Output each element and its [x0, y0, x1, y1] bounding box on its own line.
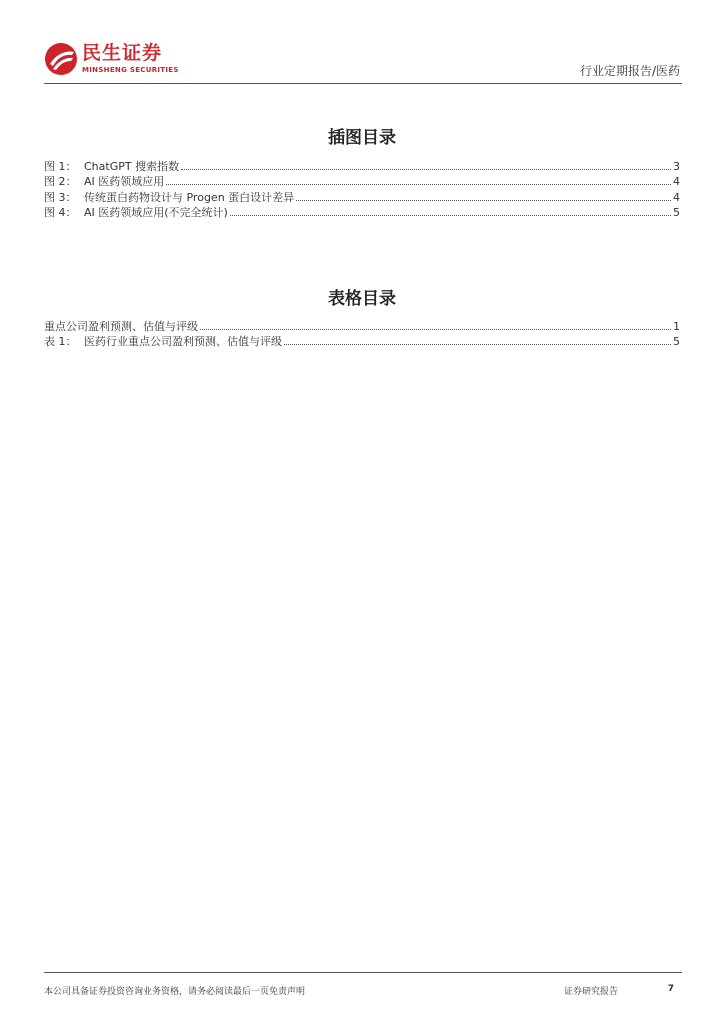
- dot-leader: [200, 328, 671, 330]
- toc-entry[interactable]: [44, 159, 680, 174]
- entry-label: ChatGPT 搜索指数: [84, 160, 180, 173]
- logo-english-name: MINSHENG SECURITIES: [82, 66, 179, 74]
- toc-entry[interactable]: [44, 174, 680, 189]
- footer-divider: [44, 972, 682, 973]
- toc-entry[interactable]: [44, 319, 680, 334]
- dot-leader: [230, 214, 671, 216]
- figure-number: 图 2：: [44, 175, 77, 189]
- dot-leader: [284, 343, 671, 345]
- table-toc-title: 表格目录: [328, 289, 396, 309]
- figure-toc-title: 插图目录: [328, 128, 396, 148]
- logo-emblem-icon: [44, 42, 78, 76]
- logo-chinese-name: 民生证券: [82, 42, 163, 64]
- entry-label: 医药行业重点公司盈利预测、估值与评级: [84, 335, 282, 349]
- table-number: 表 1：: [44, 335, 77, 349]
- table-toc-list: [44, 319, 680, 350]
- page-number: 7: [667, 984, 674, 994]
- figure-toc-list: [44, 159, 680, 220]
- entry-label: 传统蛋白药物设计与 Progen 蛋白设计差异: [84, 190, 295, 204]
- dot-leader: [166, 183, 671, 185]
- dot-leader: [181, 168, 671, 170]
- figure-number: 图 1：: [44, 160, 77, 173]
- company-logo: [44, 40, 224, 80]
- report-category: 证券研究报告: [564, 987, 619, 997]
- toc-entry[interactable]: [44, 205, 680, 220]
- page-ref: 3: [673, 160, 680, 173]
- entry-label: AI 医药领域应用(不完全统计): [84, 205, 228, 219]
- toc-entry[interactable]: [44, 334, 680, 349]
- toc-entry[interactable]: [44, 190, 680, 205]
- page-ref: 1: [673, 320, 680, 333]
- page-ref: 4: [673, 190, 680, 204]
- figure-number: 图 3：: [44, 190, 77, 204]
- entry-label: 重点公司盈利预测、估值与评级: [44, 320, 198, 333]
- dot-leader: [296, 199, 671, 201]
- page-ref: 4: [673, 175, 680, 189]
- header-divider: [44, 83, 682, 84]
- disclaimer-text: 本公司具备证券投资咨询业务资格，请务必阅读最后一页免责声明: [44, 987, 306, 997]
- page-header: [44, 40, 682, 84]
- report-type: 行业定期报告/医药: [579, 64, 680, 78]
- page-ref: 5: [673, 205, 680, 219]
- page-ref: 5: [673, 335, 680, 349]
- figure-number: 图 4：: [44, 205, 77, 219]
- entry-label: AI 医药领域应用: [84, 175, 165, 189]
